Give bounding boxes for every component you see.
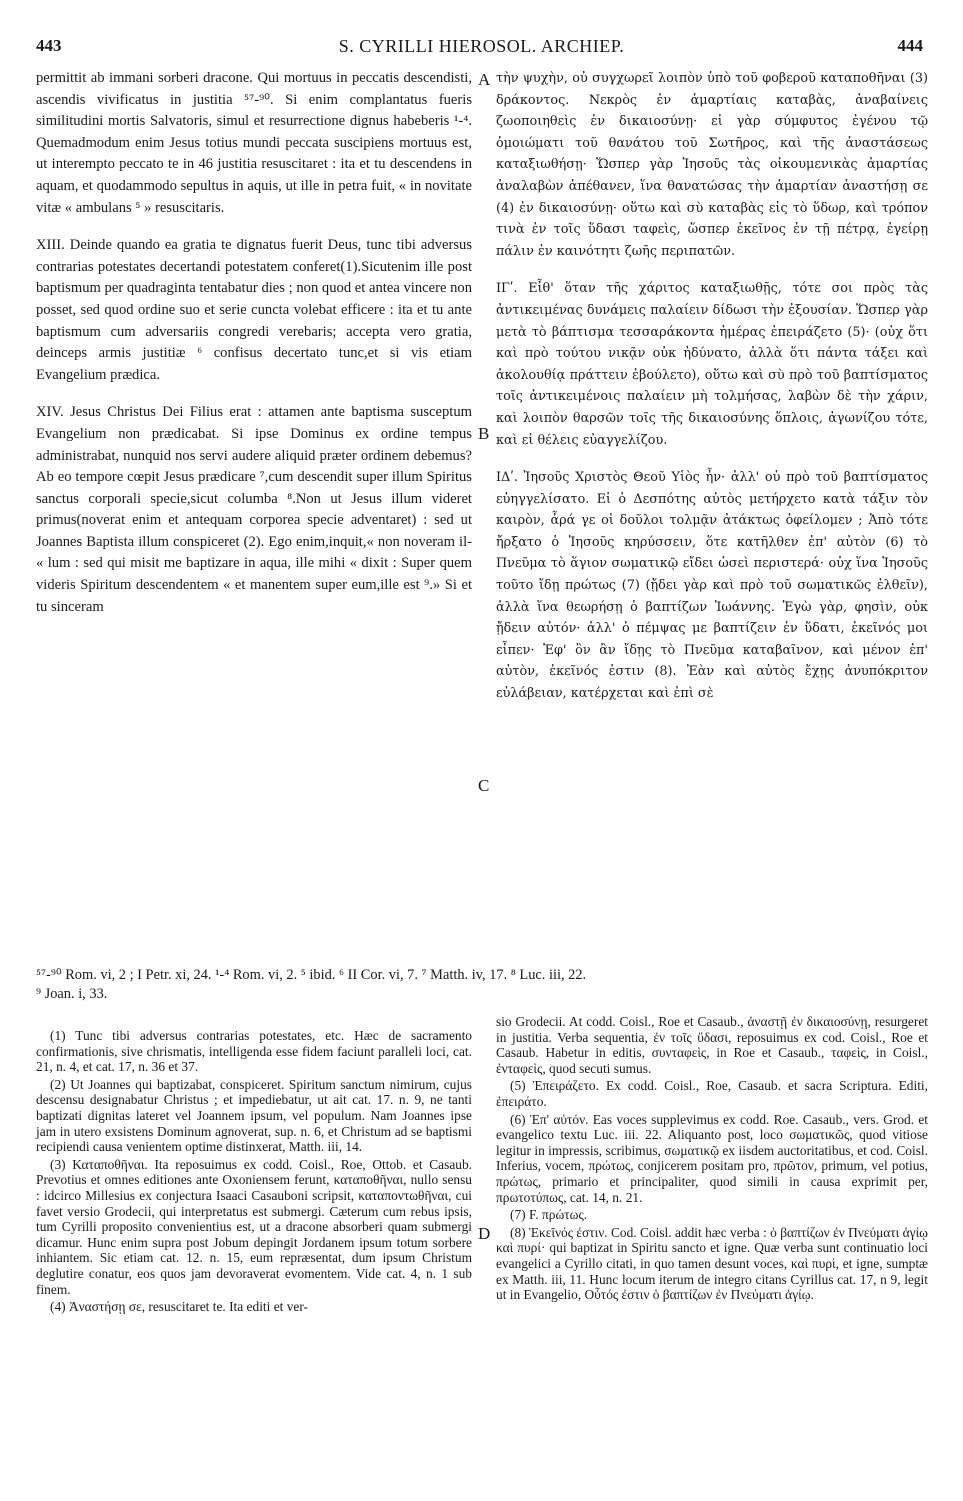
margin-letter-b: B xyxy=(478,424,490,443)
footnotes-right-column xyxy=(496,1014,928,1303)
footnote: sio Grodecii. At codd. Coisl., Roe et Casaub., ἀναστῇ ἐν δικαιοσύνῃ, resurgeret in justitia. Verba sequentia, ἐν τοῖς ὕδασι, reposuimus ex cod. Coisl., Roe et Casaub. Habetur in editis, συνταφεὶς, in Roe et Casaub., ταφεὶς, in Coisl., ἐνταφεὶς, quod secuti sumus. xyxy=(496,1014,928,1076)
margin-letter-c: C xyxy=(478,776,490,795)
footnotes-left-column xyxy=(36,1028,472,1315)
reference-line: ⁹ Joan. i, 33. xyxy=(36,986,108,1002)
running-header xyxy=(0,36,963,62)
footnote: (1) Tunc tibi adversus contrarias potestates, etc. Hæc de sacramento confirmationis, sive chrismatis, intelligenda esse fidem faciunt paralleli loci, cat. 21, n. 4, et cat. 17, n. 36 et 37. xyxy=(36,1028,472,1075)
greek-paragraph: τὴν ψυχὴν, οὐ συγχωρεῖ λοιπὸν ὑπὸ τοῦ φοβεροῦ καταποθῆναι (3) δράκοντος. Νεκρὸς ἐν ἁμαρτίαις καταβὰς, ἀναβαίνεις ζωοποιηθεὶς ἐν δικαιοσύνῃ· εἰ γὰρ σύμφυτος ἐγένου τῷ ὁμοιώματι τοῦ θανάτου τοῦ Σωτῆρος, καὶ τῆς ἀναστάσεως καταξιωθήσῃ· Ὥσπερ γὰρ Ἰησοῦς τὰς οἰκουμενικὰς ἁμαρτίας ἀναλαβὼν ἀπέθανεν, ἵνα θανατώσας τὴν ἁμαρτίαν ἀναστήσῃ σε (4) ἐν δικαιοσύνῃ· οὕτω καὶ σὺ καταβὰς εἰς τὸ ὕδωρ, καὶ τρόπον τινὰ ἐν τοῖς ὕδασι ταφεὶς, ὥσπερ ἐκεῖνος ἐν τῇ πέτρᾳ, ἐγείρῃ πάλιν ἐν καινότητι ζωῆς περιπατῶν. xyxy=(496,71,928,259)
footnote: (2) Ut Joannes qui baptizabat, conspiceret. Spiritum sanctum nimirum, cujus descensu designabatur Christus ; et impediebatur, ut ait cat. 17. n. 9, ne tanti baptizati dignitas lateret vel Joannem ipsum, vel populum. Nam Joannes ipse jam in utero exsistens Dominum agnoverat, sup. n. 6, et Christum ad se baptismi recipiendi causa venientem optime distinxerat, Matth. iii, 14. xyxy=(36,1076,472,1155)
footnote: (5) Ἐπειράζετο. Ex codd. Coisl., Roe, Casaub. et sacra Scriptura. Editi, ἐπειράτο. xyxy=(496,1078,928,1109)
latin-paragraph: XIII. Deinde quando ea gratia te dignatus fuerit Deus, tunc tibi adversus contrarias potestates decertandi potestatem conferet(1).Sicutenim ille post baptismum per quadraginta tentabatur dies ; non quod et antea vincere non posset, sed quod ordine suo et serie cuncta volebat efficere : ita et tu ante baptismum cum adversariis congredi verebaris; accepta vero gratia, deinceps armis justitiæ ⁶ confisus decertato tunc,et si vis etiam Evangelium prædica. xyxy=(36,237,472,383)
footnote: (6) Ἐπ' αὐτόν. Eas voces supplevimus ex codd. Roe. Casaub., vers. Grod. et evangelico textu Luc. iii. 22. Aliquanto post, loco σωματικῶς, quod vitiose legitur in impressis, scribimus, σωματικῷ ex iisdem auctoritatibus, et cod. Coisl. Inferius, vocem, πρώτως, conjicerem positam pro, πρῶτον, primum, vel potius, πρώτως, primario et principaliter, quod simili in causa exprimit per, πρωτοτύπως, cat. 14, n. 21. xyxy=(496,1111,928,1205)
footnote: (3) Καταποθῆναι. Ita reposuimus ex codd. Coisl., Roe, Ottob. et Casaub. Prevotius et omnes editiones ante Oxoniensem ferunt, καταποθῆναι, nullo sensu : idcirco Millesius ex conjectura Isaaci Casauboni scripsit, καταποντωθῆναι, cui favet versio Grodecii, qui interpretatus est submergi. Cæterum cum rebus ipsis, tum Cyrilli proposito convenientius est, ut a dracone absorberi quam submergi dicamur. Hunc enim supra post Jobum depingit Jordanem ipsum totum sorbere inhiantem. Sic etiam cat. 12. n. 15, eum repræsentat, dum ipsum Christum deglutire conatur, eos quos jam devoraverat evomentem. Vide cat. 4, n. 1 sub finem. xyxy=(36,1156,472,1297)
greek-paragraph: ΙΔʹ. Ἰησοῦς Χριστὸς Θεοῦ Υἱὸς ἦν· ἀλλ' οὐ πρὸ τοῦ βαπτίσματος εὐηγγελίσατο. Εἰ ὁ Δεσπότης αὐτὸς μετήρχετο κατὰ τάξιν τὸν καιρὸν, ἆρά γε οἱ δοῦλοι τολμᾷν ἀτάκτως ὀφείλομεν ; Ἀπὸ τότε ἤρξατο ὁ Ἰησοῦς κηρύσσειν, ὅτε κατῆλθεν ἐπ' αὐτὸν (6) τὸ Πνεῦμα τὸ ἅγιον σωματικῷ εἴδει ὡσεὶ περιστερά· οὐχ ἵνα Ἰησοῦς τοῦτο ἴδῃ πρώτως (7) (ᾔδει γὰρ καὶ πρὸ τοῦ σωματικῶς ἐλθεῖν), ἀλλὰ ἵνα θεωρήσῃ ὁ βαπτίζων Ἰωάννης. Ἐγὼ γὰρ, φησὶν, οὐκ ᾔδειν αὐτόν· ἀλλ' ὁ πέμψας με βαπτίζειν ἐν ὕδατι, ἐκεῖνός μοι εἶπεν· Ἐφ' ὃν ἂν ἴδῃς τὸ Πνεῦμα καταβαῖνον, καὶ μένον ἐπ' αὐτὸν, ἐκεῖνός ἐστιν (8). Ἐὰν καὶ αὐτὸς ἔχῃς ἀνυπόκριτον εὐλάβειαν, κατέρχεται καὶ ἐπὶ σὲ xyxy=(496,470,928,702)
margin-letter-a: A xyxy=(478,70,491,89)
latin-paragraph: permittit ab immani sorberi dracone. Qui mortuus in peccatis descendisti, ascendis vivificatus in justitia ⁵⁷-⁹⁰. Si enim complantatus fueris similitudini mortis Salvatoris, simul et resurrectione dignus habeberis ¹-⁴. Quemadmodum enim Jesus totius mundi peccata suscipiens mortuus est, ut interempto peccato te in 46 justitia resuscitaret : ita et tu descendens in aquam, et quodammodo sepultus in aquis, ut ille in petra fuit, « in novitate vitæ « ambulans ⁵ » resuscitaris. xyxy=(36,70,472,216)
scripture-references xyxy=(36,966,928,1004)
latin-text-column xyxy=(36,68,472,618)
footnote: (7) F. πρώτως. xyxy=(510,1207,588,1223)
footnote: (8) Ἐκεῖνός ἐστιν. Cod. Coisl. addit hæc verba : ὁ βαπτίζων ἐν Πνεύματι ἁγίῳ καὶ πυρί· qui baptizat in Spiritu sancto et igne. Quæ verba sunt continuatio loci evangelici a Cyrillo citati, in quo tamen desunt voces, καὶ πυρὶ, et igne, sumptæ ex Matth. iii, 11. Hunc locum iterum de integro citans Cyrillus cat. 17, n 9, legit ut in Evangelio, Οὗτός ἐστιν ὁ βαπτίζων ἐν Πνεύματι ἁγίῳ. xyxy=(496,1224,928,1303)
greek-text-column xyxy=(496,68,928,705)
margin-letter-d: D xyxy=(478,1224,491,1243)
page-number-left: 443 xyxy=(36,36,62,55)
running-title: S. CYRILLI HIEROSOL. ARCHIEP. xyxy=(338,36,625,56)
reference-line: ⁵⁷-⁹⁰ Rom. vi, 2 ; I Petr. xi, 24. ¹-⁴ Rom. vi, 2. ⁵ ibid. ⁶ II Cor. vi, 7. ⁷ Matth. iv, 17. ⁸ Luc. iii, 22. xyxy=(36,967,587,983)
greek-paragraph: ΙΓʹ. Εἶθ' ὅταν τῆς χάριτος καταξιωθῇς, τότε σοι πρὸς τὰς ἀντικειμένας δυνάμεις παλαίειν δίδωσι τὴν ἐξουσίαν. Ὥσπερ γὰρ μετὰ τὸ βάπτισμα τεσσαράκοντα ἡμέρας ἐπειράζετο (5)· (οὐχ ὅτι καὶ πρὸ τούτου νικᾷν οὐκ ἠδύνατο, ἀλλὰ ὅτι πάντα τάξει καὶ ἀκολουθίᾳ πράττειν ἐβούλετο), οὕτω καὶ σὺ πρὸ τοῦ βαπτίσματος τοῖς ἀντικειμένοις παλαίειν μὴ τολμήσας, λαβὼν δὲ τὴν χάριν, καὶ λοιπὸν θαρσῶν τοῖς τῆς δικαιοσύνης ὅπλοις, ἀγωνίζου τότε, καὶ εἰ θέλεις εὐαγγελίζου. xyxy=(496,281,928,448)
page-number-right: 444 xyxy=(897,36,923,55)
footnote: (4) Ἀναστήσῃ σε, resuscitaret te. Ita editi et ver- xyxy=(50,1299,309,1315)
latin-paragraph: XIV. Jesus Christus Dei Filius erat : attamen ante baptisma susceptum Evangelium non prædicabat. Si ipse Dominus ex ordine tempus administrabat, nunquid nos servi audere aliquid præter ordinem debemus? Ab eo tempore cœpit Jesus prædicare ⁷,cum descendit super illum Spiritus sanctus corporali specie,sicut columba ⁸.Non ut Jesus illum videret primus(noverat enim et antequam corporea specie adventaret) : sed ut Joannes Baptista illum conspiceret (2). Ego enim,inquit,« non noveram il- « lum : sed qui misit me baptizare in aqua, ille mihi « dixit : Super quem videris Spiritum descendentem « et manentem super eum,ille est ⁹.» Si et tu sinceram xyxy=(36,404,472,615)
